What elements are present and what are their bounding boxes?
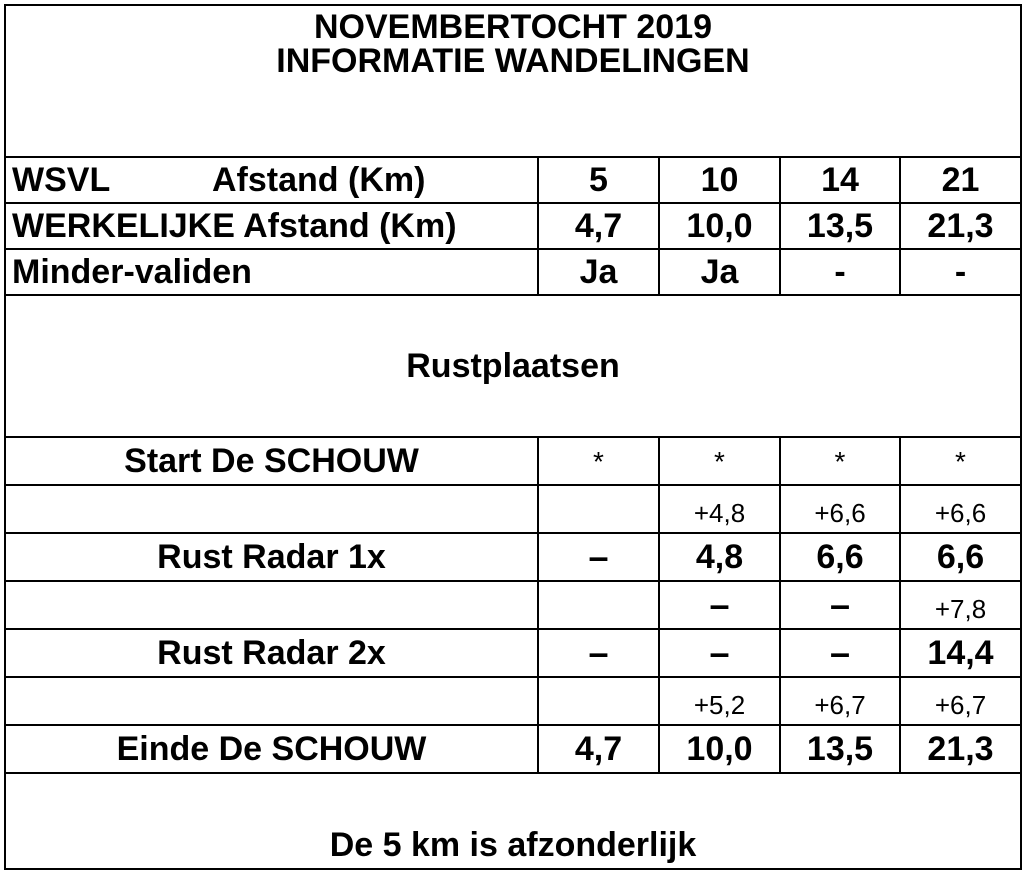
route-increment: +5,2 [659,677,780,725]
route-empty-label [5,581,538,629]
actual-distance-label: WERKELIJKE Afstand (Km) [5,203,538,249]
route-increment: – [659,581,780,629]
route-value: – [659,629,780,677]
actual-distance-value: 13,5 [780,203,900,249]
route-row-increment [5,677,1021,725]
route-row-increment [5,581,1021,629]
route-increment: +6,7 [900,677,1021,725]
distance-header-row [5,157,1021,203]
route-value: 4,8 [659,533,780,581]
route-value: – [538,629,659,677]
disabled-access-value: - [900,249,1021,295]
route-value: 6,6 [900,533,1021,581]
route-marker: * [780,437,900,485]
route-empty-label [5,677,538,725]
route-row-rest-1 [5,533,1021,581]
route-stop-label: Rust Radar 2x [5,629,538,677]
route-increment: +7,8 [900,581,1021,629]
route-stop-label: Einde De SCHOUW [5,725,538,773]
route-row-rest-2 [5,629,1021,677]
title-line-2: INFORMATIE WANDELINGEN [276,42,750,80]
actual-distance-value: 4,7 [538,203,659,249]
route-value: 6,6 [780,533,900,581]
route-increment [538,677,659,725]
route-empty-label [5,485,538,533]
route-stop-label: Start De SCHOUW [5,437,538,485]
club-name: WSVL [12,161,111,199]
route-value: 10,0 [659,725,780,773]
disabled-access-value: Ja [659,249,780,295]
route-row-start [5,437,1021,485]
rest-section-title: Rustplaatsen [5,295,1021,437]
route-value: – [780,629,900,677]
distance-label: Afstand (Km) [212,161,426,199]
route-marker: * [659,437,780,485]
route-row-increment [5,485,1021,533]
route-increment: +6,6 [900,485,1021,533]
route-value: 14,4 [900,629,1021,677]
footer-row [5,773,1021,869]
disabled-access-value: - [780,249,900,295]
route-increment: +6,7 [780,677,900,725]
walk-info-table [4,4,1022,870]
route-increment [538,485,659,533]
rest-section-row [5,295,1021,437]
route-marker: * [900,437,1021,485]
title-line-1: NOVEMBERTOCHT 2019 [313,8,713,46]
actual-distance-value: 10,0 [659,203,780,249]
route-increment: +4,8 [659,485,780,533]
footer-note: De 5 km is afzonderlijk [5,773,1021,869]
distance-header-label [5,157,538,203]
distance-col-5: 5 [538,157,659,203]
disabled-access-value: Ja [538,249,659,295]
distance-col-14: 14 [780,157,900,203]
distance-col-10: 10 [659,157,780,203]
route-increment: +6,6 [780,485,900,533]
route-increment [538,581,659,629]
actual-distance-value: 21,3 [900,203,1021,249]
route-value: 13,5 [780,725,900,773]
route-increment: – [780,581,900,629]
disabled-access-row [5,249,1021,295]
actual-distance-row [5,203,1021,249]
route-value: 4,7 [538,725,659,773]
route-row-end [5,725,1021,773]
route-value: 21,3 [900,725,1021,773]
title-row [5,5,1021,157]
distance-col-21: 21 [900,157,1021,203]
route-stop-label: Rust Radar 1x [5,533,538,581]
route-value: – [538,533,659,581]
route-marker: * [538,437,659,485]
title-cell [5,5,1021,157]
disabled-access-label: Minder-validen [5,249,538,295]
